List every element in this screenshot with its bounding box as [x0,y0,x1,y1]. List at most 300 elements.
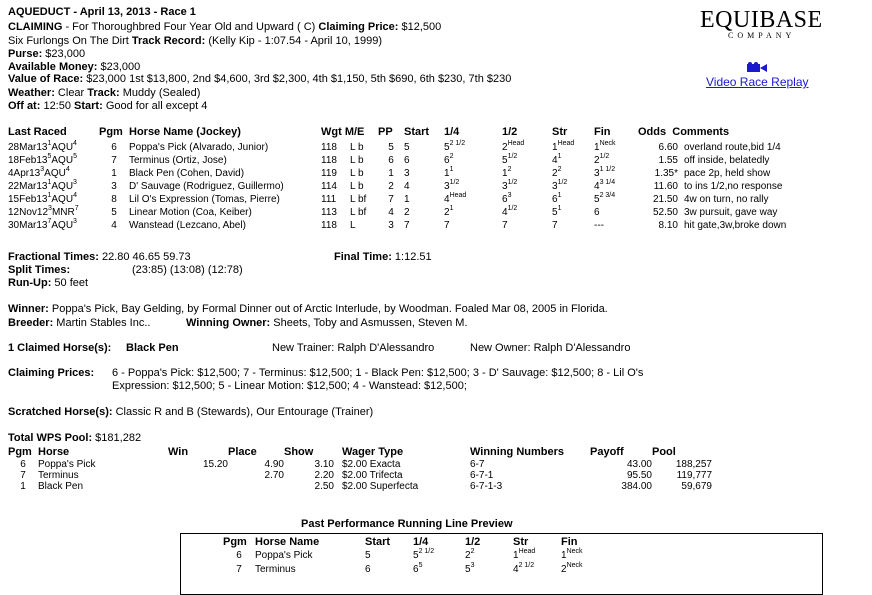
quarter-call-value: 5 [444,142,450,153]
last-raced-lrt: AQU [51,181,74,192]
pp-finish-margin: Neck [566,548,583,555]
pp-quarter-margin: 5 [418,562,423,569]
race-value-line [8,73,511,85]
claiming-price-label: Claiming Price: [318,21,399,33]
pp-pgm-value: 6 [236,550,242,561]
starter-row [8,206,840,219]
track-value: Muddy (Sealed) [119,87,201,99]
post-position-value: 7 [388,194,394,205]
med-equip [350,219,378,232]
quarter-call-margin: 2 [449,153,454,160]
start-position-value: 4 [404,181,410,192]
pp-start [365,563,413,577]
pp-finish-margin: Neck [566,562,583,569]
wps-col-win: Win [168,446,189,458]
wps-payoff [590,459,652,470]
stretch-call-value: 4 [552,155,558,166]
last-raced-lrp: 4 [65,166,70,173]
odds-value: 1.35* [654,168,678,179]
wps-place [228,470,284,481]
wps-place-value: 2.70 [264,470,284,481]
med-equip [350,141,378,154]
med-equip-value: L b [350,155,364,166]
post-position [378,154,404,167]
run-up [8,277,88,289]
col-pgm: Pgm [99,126,123,138]
odds [638,154,678,167]
col-half: 1/2 [502,126,518,138]
wps-win-value: 15.20 [202,459,228,470]
claiming-price-value: $12,500 [398,21,442,33]
col-comments: Comments [672,126,730,138]
horse-jockey-value: Lil O's Expression (Tomas, Pierre) [129,194,280,205]
total-wps-pool-value: $181,282 [92,432,142,444]
track-record-label: Track Record: [131,35,206,47]
start-position-value: 2 [404,207,410,218]
weight [321,180,350,193]
pp-col-half: 1/2 [465,536,481,548]
finish-value: 2 [594,155,600,166]
wps-col-place: Place [228,446,257,458]
pp-quarter [413,549,465,563]
med-equip-value: L bf [350,207,367,218]
run-up-label: Run-Up: [8,277,52,289]
weather-label: Weather: [8,87,55,99]
stretch-call-value: 3 [552,181,558,192]
med-equip-value: L [350,220,356,231]
comment-value: hit gate,3w,broke down [684,220,787,231]
last-raced-last: 18Feb13 [8,155,48,166]
new-owner: New Owner: Ralph D'Alessandro [470,342,631,354]
half-call-margin: 1/2 [507,205,518,212]
wps-wager-type [334,459,470,470]
track-label: Track: [87,87,120,99]
stretch-call-value: 6 [552,194,558,205]
weight-value: 119 [321,168,337,179]
pp-row [223,563,653,577]
wps-table [8,446,712,492]
med-equip [350,206,378,219]
quarter-call-margin: 2 1/2 [449,140,466,147]
pgm [99,193,129,206]
starter-row [8,180,840,193]
total-wps-pool [8,432,141,444]
post-position-value: 2 [388,181,394,192]
pp-half-value: 5 [465,564,471,575]
col-quarter: 1/4 [444,126,460,138]
fractional-times [8,251,191,263]
race-value-label: Value of Race: [8,73,84,85]
stretch-call-value: 7 [552,220,558,231]
pp-pgm [223,549,255,563]
pgm-value: 4 [111,220,117,231]
pp-pgm [223,563,255,577]
horse-jockey-value: Wanstead (Lezcano, Abel) [129,220,246,231]
wps-col-horse: Horse [38,446,70,458]
half-call-margin: 1/2 [507,153,518,160]
comment-value: off inside, belatedly [684,155,770,166]
weight-value: 118 [321,155,337,166]
pp-start-value: 6 [365,564,371,575]
wps-show [284,459,334,470]
start-position [404,141,444,154]
wps-winning-numbers-value: 6-7 [470,459,485,470]
pp-horse [255,563,365,577]
quarter-call-margin: 1/2 [449,179,460,186]
horse-jockey [129,193,321,206]
winning-owner-line [186,317,468,329]
wps-win [168,481,228,492]
last-raced [8,154,99,167]
start-position [404,219,444,232]
starter-row [8,167,840,180]
winner-label: Winner: [8,303,49,315]
wps-row [8,481,712,492]
start-position-value: 3 [404,168,410,179]
horse-jockey [129,180,321,193]
wps-winning-numbers [470,459,590,470]
wps-show-value: 2.50 [314,481,334,492]
odds-value: 8.10 [658,220,678,231]
past-performance-box [180,533,823,595]
starter-row [8,141,840,154]
pp-stretch-value: 1 [513,550,519,561]
horse-jockey [129,206,321,219]
wps-col-show: Show [284,446,314,458]
quarter-call-margin: 1 [449,166,454,173]
horse-jockey-value: Poppa's Pick (Alvarado, Junior) [129,142,269,153]
final-time-label: Final Time: [334,251,392,263]
half-call-value: 2 [502,142,508,153]
pp-horse-value: Terminus [255,564,296,575]
last-raced-lrp: 5 [73,153,77,160]
logo-wordmark: EQUIBASE [700,7,823,33]
comment-value: pace 2p, held show [684,168,771,179]
past-performance-title: Past Performance Running Line Preview [301,518,513,530]
wps-col-wager-type: Wager Type [342,446,404,458]
pp-half [465,563,513,577]
weight-value: 111 [321,194,337,205]
start-position [404,154,444,167]
winner-value: Poppa's Pick, Bay Gelding, by Formal Dinner out of Arctic Interlude, by Woodman. Foaled Mar 08, 2005 in Florida. [48,303,608,315]
weight [321,219,350,232]
half-call-margin: Head [507,140,525,147]
med-equip [350,180,378,193]
wps-row [8,459,712,470]
weight [321,167,350,180]
pgm [99,141,129,154]
half-call [502,206,552,219]
horse-jockey-value: D' Sauvage (Rodriguez, Guillermo) [129,181,284,192]
last-raced [8,167,99,180]
wps-horse [38,470,168,481]
wps-winning-numbers-value: 6-7-1-3 [470,481,503,492]
odds-value: 21.50 [652,194,678,205]
comment [678,193,840,206]
pp-half-margin: 3 [470,562,475,569]
last-raced-lrp: 3 [73,218,77,225]
start-position-value: 5 [404,142,410,153]
med-equip-value: L b [350,142,364,153]
start-position [404,206,444,219]
race-type: CLAIMING [8,21,63,33]
stretch-call-value: 5 [552,207,558,218]
quarter-call-value: 6 [444,155,450,166]
stretch-call-margin: 2 [557,166,562,173]
new-trainer: New Trainer: Ralph D'Alessandro [272,342,435,354]
stretch-call-margin: 1 [557,192,562,199]
finish-margin: 2 3/4 [599,192,616,199]
starter-row [8,154,840,167]
finish-value: 3 [594,168,600,179]
stretch-call-margin: 1/2 [557,179,568,186]
odds [638,193,678,206]
stretch-call-margin: Head [557,140,575,147]
comment [678,206,840,219]
finish-value: 4 [594,181,600,192]
start-label: Start: [74,100,103,112]
pp-half-margin: 2 [470,548,475,555]
last-raced-lrt: MNR [51,207,75,218]
comment-value: to ins 1/2,no response [684,181,783,192]
off-at-label: Off at: [8,100,41,112]
pgm-value: 7 [111,155,117,166]
last-raced-lrp: 7 [74,205,79,212]
odds [638,206,678,219]
col-pp: PP [378,126,393,138]
run-up-value: 50 feet [51,277,89,289]
fractional-times-value: 22.80 46.65 59.73 [98,251,191,263]
last-raced-lrn: 1 [47,140,52,147]
horse-jockey [129,141,321,154]
wps-pgm-value: 1 [20,481,26,492]
last-raced-last: 15Feb13 [8,194,48,205]
finish-value: 1 [594,142,600,153]
wps-win [168,459,228,470]
quarter-call-value: 1 [444,168,450,179]
available-money-value: $23,000 [97,61,141,73]
pp-finish [561,563,653,577]
pgm-value: 1 [111,168,117,179]
wps-payoff [590,470,652,481]
wps-show-value: 2.20 [314,470,334,481]
starter-row [8,219,840,232]
pp-col-pgm: Pgm [223,536,247,548]
wps-pgm [8,459,38,470]
half-call-value: 6 [502,194,508,205]
wps-winning-numbers-value: 6-7-1 [470,470,494,481]
wps-pool [652,459,712,470]
med-equip [350,167,378,180]
start-position [404,180,444,193]
col-odds-comments [638,124,840,141]
start-position-value: 6 [404,155,410,166]
last-raced-last: 4Apr13 [8,168,41,179]
last-raced-lrt: AQU [51,220,74,231]
quarter-call [444,206,502,219]
last-raced-lrn: 1 [47,192,52,199]
pp-start-value: 5 [365,550,371,561]
available-money-label: Available Money: [8,61,98,73]
wps-col-payoff: Payoff [590,446,624,458]
half-call-margin: 1/2 [507,179,518,186]
wps-col-winning-numbers: Winning Numbers [470,446,565,458]
comment [678,154,840,167]
stretch-call [552,219,594,232]
video-replay-link[interactable]: Video Race Replay [706,75,809,89]
pp-col-finish: Fin [561,536,578,548]
wps-win [168,470,228,481]
col-last-raced: Last Raced [8,126,67,138]
fractional-times-label: Fractional Times: [8,251,99,263]
starters-header-row [8,124,840,141]
odds-value: 52.50 [652,207,678,218]
pp-stretch [513,563,561,577]
last-raced-last: 28Mar13 [8,142,48,153]
med-equip-value: L b [350,168,364,179]
odds-value: 6.60 [658,142,678,153]
pgm [99,167,129,180]
weather-value: Clear [54,87,88,99]
half-call-margin: 2 [507,166,512,173]
post-position [378,219,404,232]
post-position [378,141,404,154]
last-raced-lrn: 3 [40,166,45,173]
finish-margin: 1 1/2 [599,166,616,173]
post-position [378,206,404,219]
wps-wager-type [334,481,470,492]
pp-horse [255,549,365,563]
horse-jockey [129,219,321,232]
last-raced [8,193,99,206]
horse-jockey-value: Terminus (Ortiz, Jose) [129,155,227,166]
last-raced [8,206,99,219]
last-raced-lrn: 3 [48,205,52,212]
wps-pgm-value: 7 [20,470,26,481]
pp-col-stretch: Str [513,536,529,548]
last-raced [8,219,99,232]
final-time [334,251,432,263]
post-position-value: 5 [388,142,394,153]
last-raced-lrt: AQU [51,155,74,166]
breeder-value: Martin Stables Inc.. [53,317,151,329]
comment-value: 3w pursuit, gave way [684,207,778,218]
wps-wager-type-value: $2.00 Trifecta [342,470,403,481]
finish [594,206,638,219]
weight [321,141,350,154]
pp-quarter [413,563,465,577]
pp-row [223,549,653,563]
odds-value: 11.60 [653,181,678,192]
video-camera-icon[interactable] [746,62,768,73]
wps-col-pgm: Pgm [8,446,32,458]
pgm-value: 6 [111,142,117,153]
quarter-call [444,219,502,232]
wps-pgm [8,481,38,492]
wps-place [228,481,284,492]
pgm [99,154,129,167]
comment-value: 4w on turn, no rally [684,194,769,205]
wps-place [228,459,284,470]
claiming-prices-line-2: Expression: $12,500; 5 - Linear Motion: $12,500; 4 - Wanstead: $12,500; [112,380,467,392]
wps-pool [652,481,712,492]
past-performance-table [223,535,653,577]
stretch-call-value: 1 [552,142,558,153]
wps-winning-numbers [470,481,590,492]
pp-col-horse: Horse Name [255,536,320,548]
wps-horse [38,459,168,470]
wps-payoff-value: 43.00 [626,459,652,470]
med-equip [350,154,378,167]
med-equip-value: L bf [350,194,367,205]
race-description: - For Thoroughbred Four Year Old and Upward ( C) [62,21,319,33]
col-start: Start [404,126,430,138]
wps-show [284,470,334,481]
wps-pool [652,470,712,481]
claimed-horse-name: Black Pen [126,342,179,354]
quarter-call-margin: Head [449,192,467,199]
pp-half-value: 2 [465,550,471,561]
horse-jockey-value: Black Pen (Cohen, David) [129,168,245,179]
weight-value: 114 [321,181,337,192]
weight [321,206,350,219]
starters-table [8,124,840,232]
breeder-label: Breeder: [8,317,54,329]
logo-subtitle: COMPANY [728,31,796,40]
odds [638,167,678,180]
stretch-call-margin: 1 [557,205,562,212]
wps-col-pool: Pool [652,446,676,458]
start-position-value: 1 [404,194,410,205]
half-call-value: 7 [502,220,508,231]
wps-header-row [8,446,712,459]
wps-winning-numbers [470,470,590,481]
final-time-value: 1:12.51 [391,251,432,263]
wps-wager-type-value: $2.00 Exacta [342,459,401,470]
stretch-call-margin: 1 [557,153,562,160]
wps-horse-value: Terminus [38,470,79,481]
last-raced-lrt: AQU [44,168,66,179]
weight [321,193,350,206]
last-raced-lrn: 7 [47,218,52,225]
half-call-value: 4 [502,207,508,218]
comment [678,167,840,180]
wps-pool-value: 59,679 [681,481,712,492]
comment [678,219,840,232]
quarter-call-margin: 1 [449,205,454,212]
stretch-call [552,206,594,219]
wps-pgm-value: 6 [20,459,26,470]
weight [321,154,350,167]
pp-col-start: Start [365,536,391,548]
pgm [99,180,129,193]
starter-row [8,193,840,206]
winner-line [8,303,608,315]
col-odds: Odds [638,126,667,138]
half-call-margin: 3 [507,192,512,199]
post-position-value: 6 [388,155,394,166]
post-position-value: 4 [388,207,394,218]
finish-margin: 1/2 [599,153,610,160]
horse-jockey-value: Linear Motion (Coa, Keiber) [129,207,252,218]
finish-margin: 3 1/4 [599,179,616,186]
claiming-prices-label: Claiming Prices: [8,367,95,379]
last-raced-lrp: 4 [73,140,77,147]
pp-finish-value: 2 [561,564,567,575]
col-horse-jockey: Horse Name (Jockey) [129,126,241,138]
wps-horse [38,481,168,492]
wps-wager-type [334,470,470,481]
